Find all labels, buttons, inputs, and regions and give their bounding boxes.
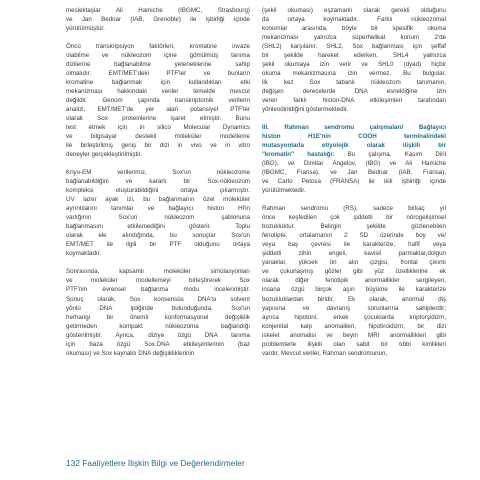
section-heading-paragraph	[262, 123, 446, 195]
text-line: Kriyo-EM verilerimiz, Sox'un nükleozome	[66, 169, 250, 177]
paragraph-gap	[262, 195, 446, 204]
text-line: PTF'nin evrensel bağlanma modu incelenmiştir.	[66, 286, 250, 294]
text-line: dizilerine bağlanabilme yeteneklerine sahip	[66, 61, 250, 69]
body-paragraph	[262, 204, 446, 357]
text-line: yapısına ve davranış sorunlarına sahiplerdir;	[262, 304, 446, 312]
text-line: gösterilmiştir. Ayrıca, diziye özgü DNA tanıma	[66, 331, 250, 339]
text-line: değildir. Genom çapında transkriptomik verilerin	[66, 97, 250, 105]
paragraph-gap	[262, 114, 446, 123]
text-line: da ortaya koymaktadır. Farklı nükleozomal	[262, 16, 446, 24]
body-paragraph	[262, 6, 446, 114]
heading-text: mutasyonlarla etiyolojik olarak ilişkili bir	[262, 142, 446, 150]
text-line: bağlanmasını etkilemediğini gösterir. Toplu	[66, 223, 250, 231]
paragraph-gap	[66, 159, 250, 168]
text-line: deneyler gerçekleştirilmiştir.	[66, 151, 142, 159]
paragraph-gap	[66, 33, 250, 42]
text-line: şekil okumaya izin verir ve SHL0 (dyad) hiçbir	[262, 61, 446, 69]
text-line: mekanizması hakkındaki veriler temelde mevcut	[66, 88, 250, 96]
text-line: ve Carlo Petosa (FRANSA) ile ikili işbirliği içinde	[262, 178, 446, 186]
heading-tail-text: Bu çalışma, Kasım Diril	[334, 151, 446, 159]
text-line: veya baş çevresi ile karakterize, hafif veya	[262, 241, 446, 249]
body-paragraph	[66, 42, 250, 159]
text-line: olmalıdır. EMT/MET'deki PTF'ler ve bunların	[66, 70, 250, 78]
text-line: fenotipte, ortalamanın 2 SD üzerinde boy ve/	[262, 232, 446, 240]
text-line: yanaklar, yüksek ön alın çizgisi, frontal çıkıntı	[262, 259, 446, 267]
text-line: (SHL2) karşılanır. SHL2, Sox bağlanması için şeffaf	[262, 43, 446, 51]
text-line: şiddetli zihin engeli, kavisli parmaklar,dolgun	[262, 250, 446, 258]
text-line: vardır. Mevcut veriler, Rahman sendromunun,	[262, 349, 388, 357]
right-column	[262, 6, 446, 358]
text-line	[262, 132, 446, 141]
text-line: değişen derecelerde DNA esnekliğine izin	[262, 88, 446, 96]
text-line: önce keşfedilen çok şiddetli bir nörogelişimsel	[262, 214, 446, 222]
body-paragraph	[66, 168, 250, 258]
text-line: veren farklı histon-DNA etkileşimleri tarafından	[262, 97, 446, 105]
text-line: bozukluklardan biridir. Ek olarak, anormal diş	[262, 295, 446, 303]
text-line: ve çukurlaşmış gözler gibi yüz özelliklerine ek	[262, 268, 446, 276]
text-line: Sonuç olarak, Sox konsensüs DNA'sı solvent	[66, 295, 250, 303]
text-line: UV lazer ayak izi, bu bağlanmanın özel moleküler	[66, 196, 250, 204]
text-line: bozukluktur. Belirgin şekilde gözlenebilen	[262, 223, 446, 231]
text-line: ve Jan Bednar (IAB, Grenoble) ile işbirliği içinde	[66, 16, 250, 24]
text-line: olarak diğer fenotipik anormallikler sergileyen,	[262, 277, 446, 285]
text-line: problemlerle ilişkili olan sabit bir tıbbi kimlikleri	[262, 340, 446, 348]
text-line: kompleksi oluşturabildiğini ortaya çıkarmıştır.	[66, 187, 250, 195]
text-line: mekanizması yalnızca süperhelikal konum 2'de	[262, 34, 446, 42]
text-line: (IBG), ve Dimitar Angelov, (IBG) ve Ali Hamiche	[262, 160, 446, 168]
text-line: bağlanabildiğini ve kararlı bir Sox-nükleozom	[66, 178, 250, 186]
text-line: olarak Sox proteinlerine işaret etmiştir. Bunu	[66, 115, 250, 123]
text-line: ilk kez Sox tabanlı nükleozom tanımanın,	[262, 79, 446, 87]
text-line: yönlü DNA ipliğinde bulunduğunda, Sox'un	[66, 304, 250, 312]
left-column	[66, 6, 250, 358]
text-line: test etmek için in silico Molecular Dynamics	[66, 124, 250, 132]
text-line: yürütülmüştür.	[66, 25, 105, 33]
text-line: yönlendirildiğini göstermektedir.	[262, 106, 349, 114]
text-line: Rahman sendromu (RS), sadece birkaç yıl	[262, 205, 446, 213]
text-line: insana özgü birçok aşırı büyüme ile karakterize	[262, 286, 446, 294]
text-line: meslektaşlar Ali Hamiche (IBGMC, Strasbourg)	[66, 7, 250, 14]
body-paragraph	[66, 6, 250, 33]
text-line: EMT/MET ile ilgili bir PTF olduğunu ortaya	[66, 241, 250, 249]
text-line: ve moleküler modellemeyi birleştirerek Sox	[66, 277, 250, 285]
text-line: Sonrasında, kapsamlı moleküler simülasyonları	[66, 268, 250, 276]
text-line: ayrıntılarını tanımlar ve bağlayıcı histon Hl'in	[66, 205, 250, 213]
text-line: getirmeden kompakt nükleozoma bağlandığı	[66, 322, 250, 330]
text-line: için baza özgü Sox.DNA etkileşimlerinin (baz	[66, 340, 250, 348]
text-line: konumlar arasında, böyle bir spesifik okuma	[262, 25, 446, 33]
paragraph-gap	[66, 258, 250, 267]
text-line: Öncü transkripsiyon faktörleri, kromatine invaze	[66, 43, 250, 51]
text-line: olarak ele alındığında, bu sonuçlar Sox'un	[66, 232, 250, 240]
page-footer: 132 Faaliyetlere İlişkin Bilgi ve Değerlendirmeler	[66, 458, 245, 468]
heading-text: III. Rahman sendromu çalışmaları/ Bağlayıcı	[262, 124, 446, 132]
text-line: kromatine bağlanmak için kullandıkları etki	[66, 79, 250, 87]
text-line: konjenital kalp anomalileri, hipotiroidizm, bir dizi	[262, 322, 446, 330]
text-line: okuması) ve Sox kaynaklı DNA değişikliklerinin	[66, 349, 195, 357]
text-line	[262, 150, 446, 159]
text-line: yürütülmektedir.	[262, 187, 306, 195]
text-line	[262, 123, 446, 132]
text-line: ve bilgisayar destekli moleküler modelleme	[66, 133, 250, 141]
text-line: (IBGMC, Fransa), ve Jan Bednar (IAB, Fransa),	[262, 169, 446, 177]
text-line: analizi, EMT/MET'de yer alan potansiyel PTF'ler	[66, 106, 250, 114]
text-line: ayrıca hipotoni, erkek çocuklarda kriptorşidizm,	[262, 313, 446, 321]
body-paragraph	[66, 267, 250, 357]
text-line: herhangi bir önemli konformasyonel değişiklik	[66, 313, 250, 321]
heading-text: histon H1E'nin COOH terminalindeki	[262, 133, 446, 141]
text-line: koymaktadır.	[66, 250, 102, 258]
text-line: bir şekilde hareket ederken, SHL4 yalnızca	[262, 52, 446, 60]
text-line: iskelet anomalisi ve beyin MRI anormallikleri gibi	[262, 331, 446, 339]
text-line: (şekil okuması) eşzamanlı olarak gerekli olduğunu	[262, 7, 446, 14]
text-line	[262, 141, 446, 150]
text-line: okuma mekanizmasına izin vermez. Bu bulgular,	[262, 70, 446, 78]
heading-text: "kromatin" hastalığı:	[262, 151, 335, 159]
text-line: varlığının Sox'un nükleozom şablonuna	[66, 214, 250, 222]
text-line: olabilme ve nükleozom içine gömülmüş tanıma	[66, 52, 250, 60]
text-line: ile birleştirilmiş geniş bir dizi in vivo ve in vitro	[66, 142, 250, 150]
